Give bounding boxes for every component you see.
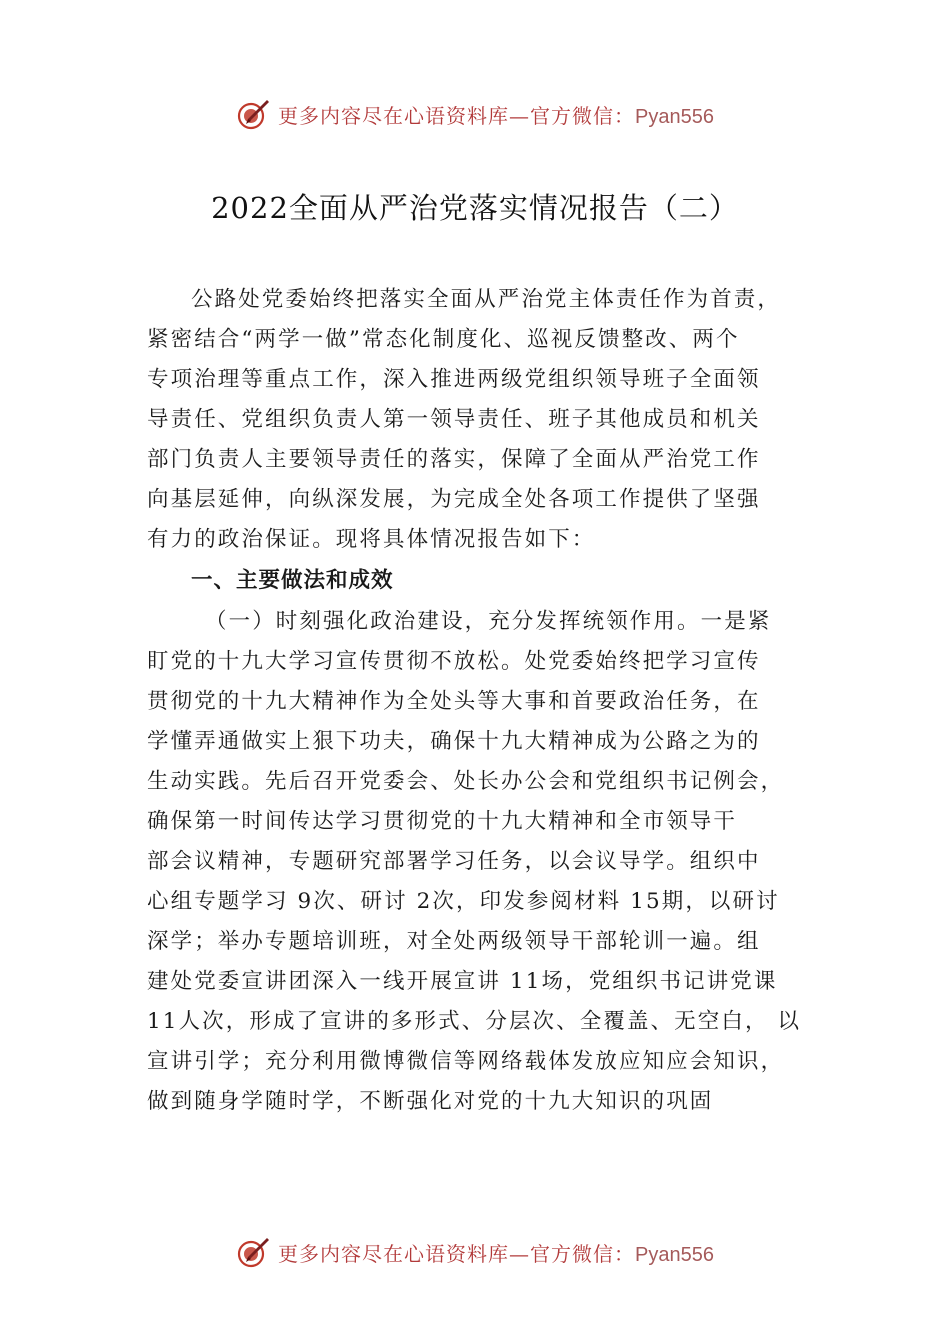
paragraph-line: 专项治理等重点工作，深入推进两级党组织领导班子全面领 xyxy=(147,367,761,392)
paragraph-line: 导责任、党组织负责人第一领导责任、班子其他成员和机关 xyxy=(147,407,761,432)
paragraph-line: 建处党委宣讲团深入一线开展宣讲 11场，党组织书记讲党课 xyxy=(147,969,778,994)
paragraph-line: 确保第一时间传达学习贯彻党的十九大精神和全市领导干 xyxy=(147,809,738,834)
wechat-id: Pyan556 xyxy=(635,105,714,128)
banner-text xyxy=(278,100,714,129)
paragraph-line: 有力的政治保证。现将具体情况报告如下： xyxy=(147,527,596,552)
paragraph-line: 贯彻党的十九大精神作为全处头等大事和首要政治任务，在 xyxy=(147,689,761,714)
document-title: 2022全面从严治党落实情况报告（二） xyxy=(211,191,739,225)
paragraph-line: （一）时刻强化政治建设，充分发挥统领作用。一是紧 xyxy=(205,609,772,634)
paragraph-line: 做到随身学随时学，不断强化对党的十九大知识的巩固 xyxy=(147,1089,714,1114)
quill-seal-logo-icon xyxy=(236,1235,270,1269)
banner-slogan: 更多内容尽在心语资料库—官方微信： xyxy=(278,1241,636,1266)
paragraph-line: 盯党的十九大学习宣传贯彻不放松。处党委始终把学习宣传 xyxy=(147,649,761,674)
banner-slogan: 更多内容尽在心语资料库—官方微信： xyxy=(278,103,636,128)
paragraph-line: 公路处党委始终把落实全面从严治党主体责任作为首责， xyxy=(191,287,782,312)
paragraph-line: 心组专题学习 9次、研讨 2次，印发参阅材料 15期，以研讨 xyxy=(147,889,780,914)
wechat-id: Pyan556 xyxy=(635,1243,714,1266)
paragraph-line: 生动实践。先后召开党委会、处长办公会和党组织书记例会， xyxy=(147,769,785,794)
paragraph-line: 紧密结合“两学一做”常态化制度化、巡视反馈整改、两个 xyxy=(147,327,740,352)
section-heading: 一、主要做法和成效 xyxy=(191,568,394,593)
footer-banner xyxy=(0,1232,950,1272)
paragraph-line: 部门负责人主要领导责任的落实，保障了全面从严治党工作 xyxy=(147,447,761,472)
paragraph-line: 向基层延伸，向纵深发展，为完成全处各项工作提供了坚强 xyxy=(147,487,761,512)
banner-text xyxy=(278,1238,714,1267)
paragraph-line: 学懂弄通做实上狠下功夫，确保十九大精神成为公路之为的 xyxy=(147,729,761,754)
paragraph-line: 部会议精神，专题研究部署学习任务，以会议导学。组织中 xyxy=(147,849,761,874)
document-body xyxy=(147,280,823,1122)
paragraph-line: 11人次，形成了宣讲的多形式、分层次、全覆盖、无空白， 以 xyxy=(147,1009,802,1034)
header-banner xyxy=(0,94,950,134)
quill-seal-logo-icon xyxy=(236,97,270,131)
paragraph-line: 深学；举办专题培训班，对全处两级领导干部轮训一遍。组 xyxy=(147,929,761,954)
paragraph-line: 宣讲引学；充分利用微博微信等网络载体发放应知应会知识， xyxy=(147,1049,785,1074)
